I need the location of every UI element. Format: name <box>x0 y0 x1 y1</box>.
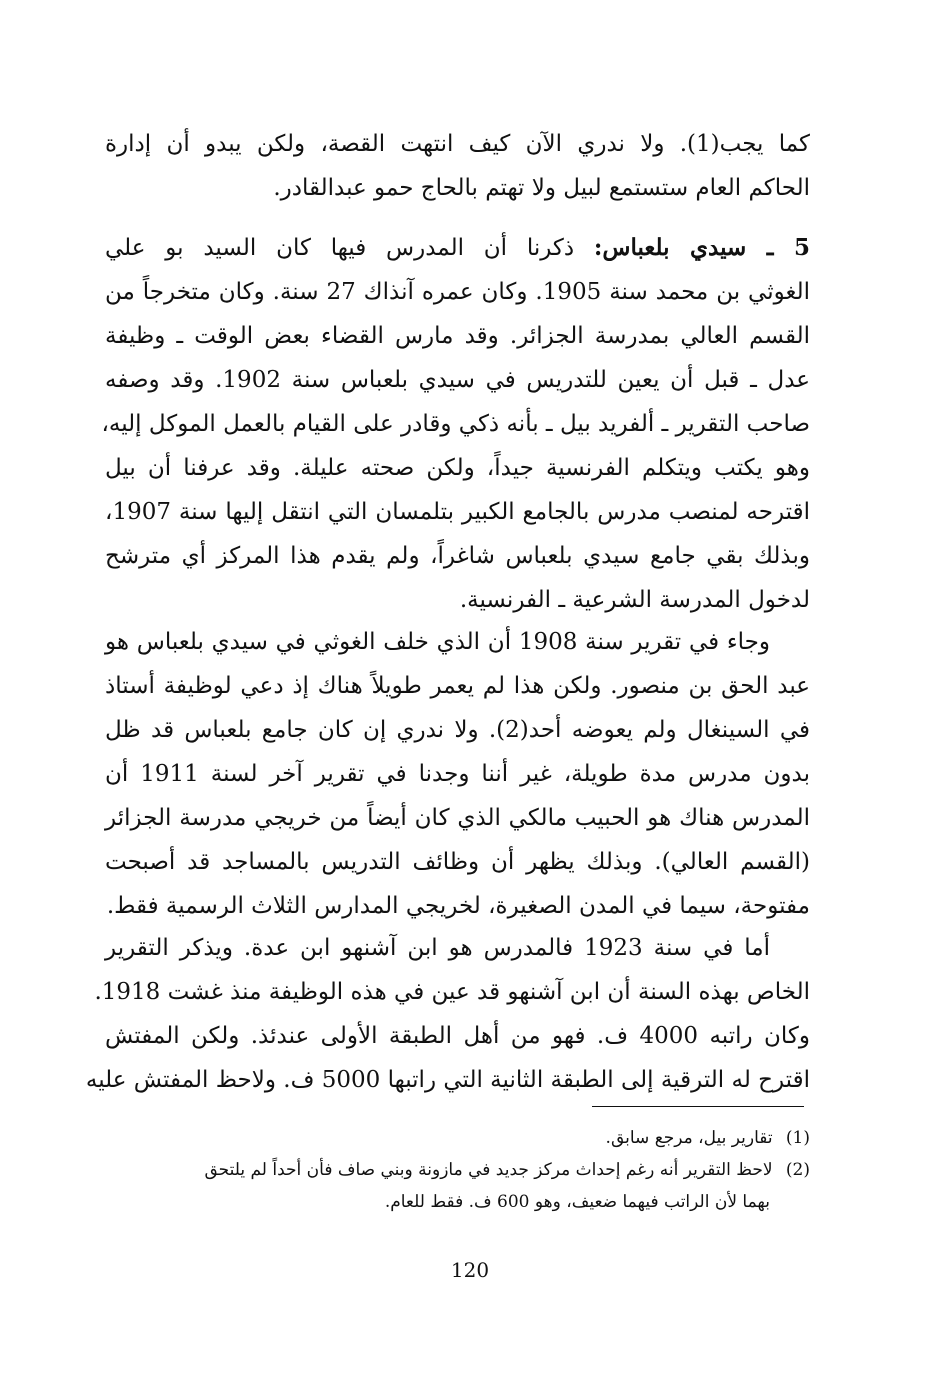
paragraph-line: المدرس هناك هو الحبيب مالكي الذي كان أيضاً من خريجي مدرسة الجزائر <box>105 805 810 831</box>
section-heading: 5 ـ سيدي بلعباس: <box>593 234 810 261</box>
paragraph-line: اقترح له الترقية إلى الطبقة الثانية التي راتبها 5000 ف. ولاحظ المفتش عليه <box>85 1067 810 1093</box>
paragraph-4 <box>85 926 810 1102</box>
paragraph-line: (القسم العالي). وبذلك يظهر أن وظائف التدريس بالمساجد قد أصبحت <box>105 849 810 875</box>
footnote-number: (2) <box>785 1160 810 1180</box>
footnote-text: لاحظ التقرير أنه رغم إحداث مركز جديد في مازونة وبني صاف فأن أحداً لم يلتحق <box>204 1160 773 1180</box>
paragraph-line: وبذلك بقي جامع سيدي بلعباس شاغراً، ولم يقدم هذا المركز أي مترشح <box>105 543 810 569</box>
footnote-separator <box>592 1106 804 1107</box>
paragraph-line: في السينغال ولم يعوضه أحد(2). ولا ندري إن كان جامع بلعباس قد ظل <box>105 717 810 743</box>
paragraph-text: ذكرنا أن المدرس فيها كان السيد بو علي <box>105 235 594 261</box>
paragraph-line: كما يجب(1). ولا ندري الآن كيف انتهت القصة، ولكن يبدو أن إدارة <box>105 131 811 157</box>
paragraph-line: اقترحه لمنصب مدرس بالجامع الكبير بتلمسان التي انتقل إليها سنة 1907، <box>105 499 810 525</box>
paragraph-line: وجاء في تقرير سنة 1908 أن الذي خلف الغوثي في سيدي بلعباس هو <box>105 629 770 655</box>
footnote-number: (1) <box>785 1128 810 1148</box>
paragraph-line: أما في سنة 1923 فالمدرس هو ابن آشنهو ابن عدة. ويذكر التقرير <box>105 935 770 961</box>
footnote-2 <box>105 1154 810 1186</box>
paragraph-line: الحاكم العام ستستمع لبيل ولا تهتم بالحاج حمو عبدالقادر. <box>273 175 810 201</box>
paragraph-2 <box>101 226 810 622</box>
paragraph-line: وكان راتبه 4000 ف. فهو من أهل الطبقة الأولى عندئذ. ولكن المفتش <box>105 1023 810 1049</box>
page-number: 120 <box>450 1258 490 1282</box>
paragraph-line: القسم العالي بمدرسة الجزائر. وقد مارس القضاء بعض الوقت ـ وظيفة <box>105 323 810 349</box>
paragraph-line <box>105 226 810 270</box>
footnotes <box>105 1122 810 1218</box>
paragraph-line: الخاص بهذه السنة أن ابن آشنهو قد عين في هذه الوظيفة منذ غشت 1918. <box>94 979 810 1005</box>
footnote-2-continuation: بهما لأن الراتب فيهما ضعيف، وهو 600 ف. فقط للعام. <box>384 1192 770 1212</box>
footnote-1 <box>105 1122 810 1154</box>
paragraph-line: وهو يكتب ويتكلم الفرنسية جيداً، ولكن صحته عليلة. وقد عرفنا أن بيل <box>105 455 810 481</box>
paragraph-line: صاحب التقرير ـ ألفريد بيل ـ بأنه ذكي وقادر على القيام بالعمل الموكل إليه، <box>101 411 810 437</box>
paragraph-line: الغوثي بن محمد سنة 1905. وكان عمره آنذاك 27 سنة. وكان متخرجاً من <box>105 279 810 305</box>
paragraph-line: لدخول المدرسة الشرعية ـ الفرنسية. <box>459 587 810 613</box>
paragraph-line: بدون مدرس مدة طويلة، غير أننا وجدنا في تقرير آخر لسنة 1911 أن <box>105 761 810 787</box>
footnote-text: تقارير بيل، مرجع سابق. <box>605 1128 773 1148</box>
paragraph-line: عدل ـ قبل أن يعين للتدريس في سيدي بلعباس سنة 1902. وقد وصفه <box>105 367 810 393</box>
paragraph-3 <box>105 620 810 928</box>
paragraph-1 <box>105 122 810 210</box>
paragraph-line: مفتوحة، سيما في المدن الصغيرة، لخريجي المدارس الثلاث الرسمية فقط. <box>106 893 810 919</box>
paragraph-line: عبد الحق بن منصور. ولكن هذا لم يعمر طويلاً هناك إذ دعي لوظيفة أستاذ <box>105 673 811 699</box>
